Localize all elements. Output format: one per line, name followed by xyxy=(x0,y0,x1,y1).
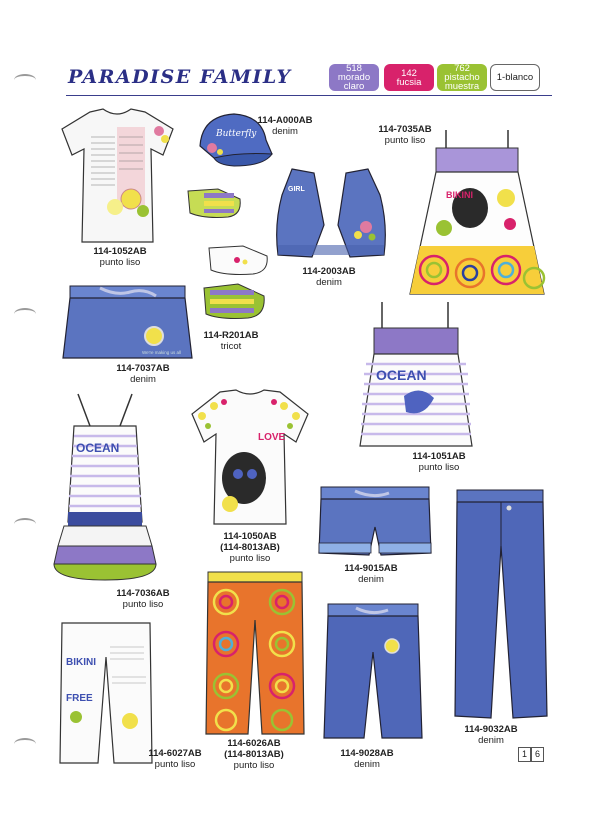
product-code: 114-6027AB xyxy=(148,748,202,759)
sock-illustration xyxy=(184,185,244,223)
svg-text:OCEAN: OCEAN xyxy=(76,441,120,455)
svg-text:BIKINI: BIKINI xyxy=(446,190,473,200)
binder-hole-mark xyxy=(14,518,36,530)
product-fabric: denim xyxy=(354,759,380,770)
product-caption xyxy=(140,748,210,770)
tshirt-illustration xyxy=(55,107,180,247)
product-code: 114-1052AB xyxy=(93,246,147,257)
product-fabric: denim xyxy=(272,126,298,137)
product-caption xyxy=(404,451,474,473)
product-code: 114-2003AB xyxy=(302,266,356,277)
svg-text:FREE: FREE xyxy=(66,693,93,704)
product-code: 114-R201AB xyxy=(203,330,259,341)
product-fabric: punto liso xyxy=(418,462,460,473)
product-fabric: punto liso xyxy=(99,257,141,268)
layered-dress-illustration xyxy=(50,390,160,588)
product-caption xyxy=(332,748,402,770)
product-code: 114-7037AB xyxy=(116,363,170,374)
color-swatch-pistacho: 762 pistacho muestra xyxy=(437,64,487,91)
product-caption xyxy=(212,531,288,564)
color-swatch-fucsia: 142 fucsia xyxy=(384,64,434,91)
product-code-alt: (114-8013AB) xyxy=(220,542,280,553)
circle-print-leggings-illustration xyxy=(200,570,310,738)
product-code-alt: (114-8013AB) xyxy=(224,749,284,760)
product-caption xyxy=(370,124,440,146)
product-caption xyxy=(294,266,364,288)
product-code: 114-1051AB xyxy=(412,451,466,462)
product-caption xyxy=(108,588,178,610)
product-caption xyxy=(216,738,292,771)
sundress-illustration xyxy=(406,128,548,300)
color-swatch-blanco: 1-blanco xyxy=(490,64,540,91)
printed-capri-illustration xyxy=(56,617,156,767)
color-swatch-morado: 518 morado claro xyxy=(329,64,379,91)
page-number-digit: 6 xyxy=(531,747,544,762)
collection-title: PARADISE FAMILY xyxy=(68,66,292,88)
page-number-digit: 1 xyxy=(518,747,531,762)
binder-hole-mark xyxy=(14,308,36,320)
product-code: 114-6026AB xyxy=(227,738,281,749)
product-caption xyxy=(456,724,526,746)
svg-text:We're making us all: We're making us all xyxy=(142,350,182,355)
denim-capri-illustration xyxy=(322,600,424,742)
product-caption xyxy=(336,563,406,585)
sock-illustration xyxy=(203,242,273,280)
denim-skirt-illustration xyxy=(60,282,195,362)
product-fabric: denim xyxy=(478,735,504,746)
svg-text:LOVE: LOVE xyxy=(258,432,286,443)
product-caption xyxy=(80,246,160,268)
product-code: 114-9015AB xyxy=(344,563,398,574)
product-fabric: tricot xyxy=(220,341,242,352)
denim-shorts-illustration xyxy=(315,483,435,561)
binder-hole-mark xyxy=(14,738,36,750)
product-fabric: denim xyxy=(130,374,156,385)
svg-text:BIKINI: BIKINI xyxy=(66,657,96,668)
product-fabric: punto liso xyxy=(154,759,196,770)
binder-hole-mark xyxy=(14,74,36,86)
product-code: 114-7036AB xyxy=(116,588,170,599)
product-fabric: punto liso xyxy=(233,760,275,771)
svg-text:Butterfly: Butterfly xyxy=(216,129,257,139)
vest-illustration xyxy=(272,165,390,263)
product-fabric: punto liso xyxy=(384,135,426,146)
product-code: 114-A000AB xyxy=(257,115,313,126)
product-fabric: denim xyxy=(358,574,384,585)
product-code: 114-9032AB xyxy=(464,724,518,735)
header-divider xyxy=(66,95,552,96)
product-caption xyxy=(250,115,320,137)
product-code: 114-7035AB xyxy=(378,124,432,135)
sock-illustration xyxy=(198,280,270,324)
product-code: 114-1050AB xyxy=(223,531,277,542)
product-fabric: denim xyxy=(316,277,342,288)
printed-tshirt-illustration xyxy=(184,388,314,528)
product-caption xyxy=(108,363,178,385)
svg-text:OCEAN: OCEAN xyxy=(376,367,427,383)
product-caption xyxy=(196,330,266,352)
denim-jeans-illustration xyxy=(447,486,555,722)
product-code: 114-9028AB xyxy=(340,748,394,759)
svg-text:GIRL: GIRL xyxy=(288,186,305,193)
tank-top-illustration xyxy=(354,300,479,450)
product-fabric: punto liso xyxy=(229,553,271,564)
product-fabric: punto liso xyxy=(122,599,164,610)
